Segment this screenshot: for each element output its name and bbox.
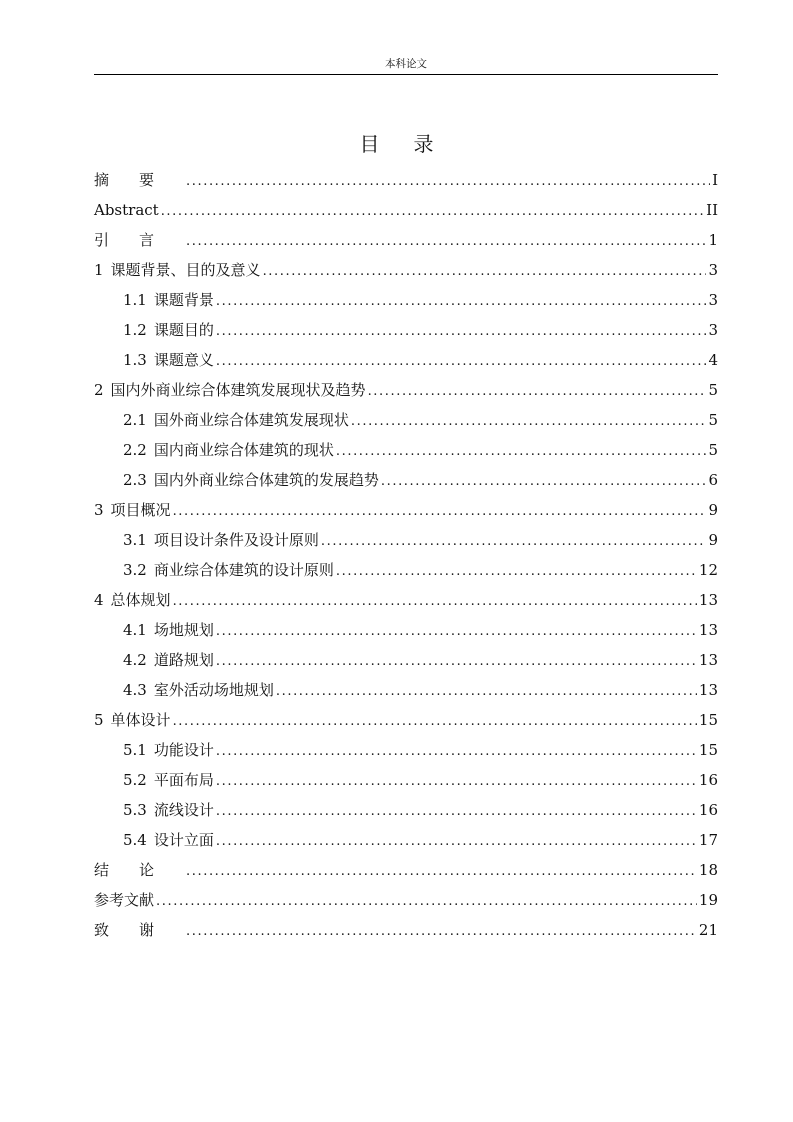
toc-entry-page: 15 <box>698 741 718 759</box>
toc-entry-number: 1.1 <box>123 291 147 309</box>
toc-entry-text: 国内商业综合体建筑的现状 <box>153 441 334 459</box>
dot-leader <box>216 827 697 857</box>
dot-leader <box>351 407 707 437</box>
toc-entry-text: 课题目的 <box>153 321 214 339</box>
toc-entry-page: 9 <box>708 531 718 549</box>
dot-leader <box>173 497 707 527</box>
toc-entry-text: 参考文献 <box>94 891 155 909</box>
dot-leader <box>186 167 710 197</box>
dot-leader <box>161 197 704 227</box>
toc-entry-number: 4.3 <box>123 681 147 699</box>
toc-entry-text: 道路规划 <box>153 651 214 669</box>
toc-entry-title <box>94 855 184 885</box>
toc-entry-text: 课题背景、目的及意义 <box>110 261 261 279</box>
toc-entry-title <box>123 645 214 675</box>
toc-title: 目录 <box>359 132 468 156</box>
toc-entry-text: 设计立面 <box>153 831 214 849</box>
toc-entry-number: 5.2 <box>123 771 147 789</box>
toc-entry[interactable] <box>94 555 718 585</box>
toc-entry[interactable] <box>94 645 718 675</box>
toc-entry[interactable] <box>94 165 718 195</box>
dot-leader <box>173 707 697 737</box>
toc-entry[interactable] <box>94 345 718 375</box>
toc-entry[interactable] <box>94 495 718 525</box>
dot-leader <box>186 227 706 257</box>
toc-entry-number: 2.1 <box>123 411 147 429</box>
toc-entry-title <box>123 795 214 825</box>
toc-entry-page: 12 <box>698 561 718 579</box>
toc-entry[interactable] <box>94 405 718 435</box>
toc-entry-text: 商业综合体建筑的设计原则 <box>153 561 334 579</box>
toc-entry-title <box>123 435 334 465</box>
toc-entry[interactable] <box>94 675 718 705</box>
dot-leader <box>276 677 697 707</box>
toc-entry[interactable] <box>94 855 718 885</box>
toc-entry-title <box>123 735 214 765</box>
toc-entry-title <box>94 885 154 915</box>
toc-entry[interactable] <box>94 525 718 555</box>
toc-entry-page: 18 <box>698 861 718 879</box>
toc-entry-title <box>94 585 171 615</box>
toc-entry-title <box>94 255 261 285</box>
toc-entry-text: 场地规划 <box>153 621 214 639</box>
toc-entry-page: 13 <box>698 681 718 699</box>
toc-entry-title <box>123 345 214 375</box>
toc-entry-number: 1.3 <box>123 351 147 369</box>
toc-entry-title <box>123 825 214 855</box>
toc-entry-number: 2 <box>94 381 104 399</box>
toc-entry-number: 1.2 <box>123 321 147 339</box>
toc-entry-text: 项目概况 <box>110 501 171 519</box>
toc-entry-page: 5 <box>708 411 718 429</box>
toc-entry[interactable] <box>94 915 718 945</box>
toc-entry-title <box>94 375 366 405</box>
toc-entry-page: 13 <box>698 651 718 669</box>
dot-leader <box>216 767 697 797</box>
toc-entry[interactable] <box>94 825 718 855</box>
dot-leader <box>216 737 697 767</box>
toc-entry-title <box>123 285 214 315</box>
dot-leader <box>216 617 697 647</box>
toc-entry-title <box>123 555 334 585</box>
toc-entry-number: 3.2 <box>123 561 147 579</box>
dot-leader <box>186 857 697 887</box>
toc-entry[interactable] <box>94 315 718 345</box>
toc-entry[interactable] <box>94 615 718 645</box>
toc-entry[interactable] <box>94 195 718 225</box>
dot-leader <box>336 437 707 467</box>
toc-entry[interactable] <box>94 585 718 615</box>
toc-entry-number: 3 <box>94 501 104 519</box>
toc-entry-text: 国内外商业综合体建筑发展现状及趋势 <box>110 381 366 399</box>
dot-leader <box>216 647 697 677</box>
toc-entry-title <box>94 165 184 195</box>
toc-entry-number: 3.1 <box>123 531 147 549</box>
toc-entry[interactable] <box>94 885 718 915</box>
toc-entry[interactable] <box>94 795 718 825</box>
dot-leader <box>216 347 707 377</box>
toc-entry-page: 17 <box>698 831 718 849</box>
toc-entry-title <box>94 915 184 945</box>
toc-entry-title <box>123 525 319 555</box>
toc-entry-text: 摘要 <box>94 171 185 189</box>
toc-entry-page: 5 <box>708 381 718 399</box>
toc-entry-text: 国外商业综合体建筑发展现状 <box>153 411 349 429</box>
toc-entry-page: 21 <box>698 921 718 939</box>
toc-entry[interactable] <box>94 225 718 255</box>
toc-entry-text: 项目设计条件及设计原则 <box>153 531 319 549</box>
toc-entry-page: 15 <box>698 711 718 729</box>
toc-entry-text: 平面布局 <box>153 771 214 789</box>
toc-entry-title <box>123 615 214 645</box>
toc-entry[interactable] <box>94 465 718 495</box>
toc-entry-page: 5 <box>708 441 718 459</box>
toc-entry-title <box>94 225 184 255</box>
toc-entry-page: 16 <box>698 771 718 789</box>
dot-leader <box>216 797 697 827</box>
toc-entry-title <box>94 195 159 225</box>
toc-entry-number: 4.2 <box>123 651 147 669</box>
toc-entry[interactable] <box>94 735 718 765</box>
toc-entry-page: 3 <box>708 321 718 339</box>
toc-entry-text: 流线设计 <box>153 801 214 819</box>
toc-entry[interactable] <box>94 285 718 315</box>
toc-entry-number: 5 <box>94 711 104 729</box>
toc-entry-number: 1 <box>94 261 104 279</box>
dot-leader <box>216 317 707 347</box>
running-header: 本科论文 <box>385 58 427 70</box>
toc-entry-page: II <box>706 201 718 219</box>
toc-entry-number: 5.4 <box>123 831 147 849</box>
dot-leader <box>186 917 697 947</box>
toc-entry-text: 课题背景 <box>153 291 214 309</box>
dot-leader <box>216 287 707 317</box>
toc-entry-page: 3 <box>708 261 718 279</box>
toc-entry-page: 13 <box>698 591 718 609</box>
toc-entry[interactable] <box>94 255 718 285</box>
toc-entry-page: 3 <box>708 291 718 309</box>
dot-leader <box>336 557 697 587</box>
table-of-contents <box>94 165 718 945</box>
toc-entry-title <box>123 675 274 705</box>
toc-entry-text: 结论 <box>94 861 185 879</box>
toc-entry-text: 功能设计 <box>153 741 214 759</box>
dot-leader <box>156 887 697 917</box>
toc-entry-page: I <box>712 171 718 189</box>
toc-entry-text: 单体设计 <box>110 711 171 729</box>
toc-entry-number: 5.3 <box>123 801 147 819</box>
toc-entry-page: 6 <box>708 471 718 489</box>
toc-entry[interactable] <box>94 375 718 405</box>
header-rule <box>94 74 718 75</box>
toc-entry-page: 13 <box>698 621 718 639</box>
toc-entry-title <box>123 465 379 495</box>
toc-entry-text: 引言 <box>94 231 185 249</box>
toc-entry-text: 致谢 <box>94 921 185 939</box>
toc-entry[interactable] <box>94 435 718 465</box>
toc-entry-text: 课题意义 <box>153 351 214 369</box>
toc-entry-title <box>123 405 349 435</box>
toc-entry-number: 5.1 <box>123 741 147 759</box>
toc-entry-page: 9 <box>708 501 718 519</box>
dot-leader <box>263 257 707 287</box>
toc-entry-text: 总体规划 <box>110 591 171 609</box>
toc-entry-number: 2.3 <box>123 471 147 489</box>
dot-leader <box>381 467 707 497</box>
toc-entry-number: 4 <box>94 591 104 609</box>
toc-entry-number: 4.1 <box>123 621 147 639</box>
toc-entry[interactable] <box>94 765 718 795</box>
dot-leader <box>173 587 697 617</box>
toc-entry-page: 4 <box>708 351 718 369</box>
toc-entry-number: 2.2 <box>123 441 147 459</box>
toc-entry-title <box>94 495 171 525</box>
toc-entry-page: 16 <box>698 801 718 819</box>
toc-entry-page: 1 <box>708 231 718 249</box>
toc-entry-title <box>94 705 171 735</box>
toc-entry-title <box>123 765 214 795</box>
dot-leader <box>321 527 707 557</box>
toc-entry-page: 19 <box>698 891 718 909</box>
toc-entry-text: 国内外商业综合体建筑的发展趋势 <box>153 471 379 489</box>
toc-entry[interactable] <box>94 705 718 735</box>
dot-leader <box>368 377 707 407</box>
toc-entry-text: Abstract <box>94 201 159 219</box>
toc-entry-title <box>123 315 214 345</box>
toc-entry-text: 室外活动场地规划 <box>153 681 274 699</box>
